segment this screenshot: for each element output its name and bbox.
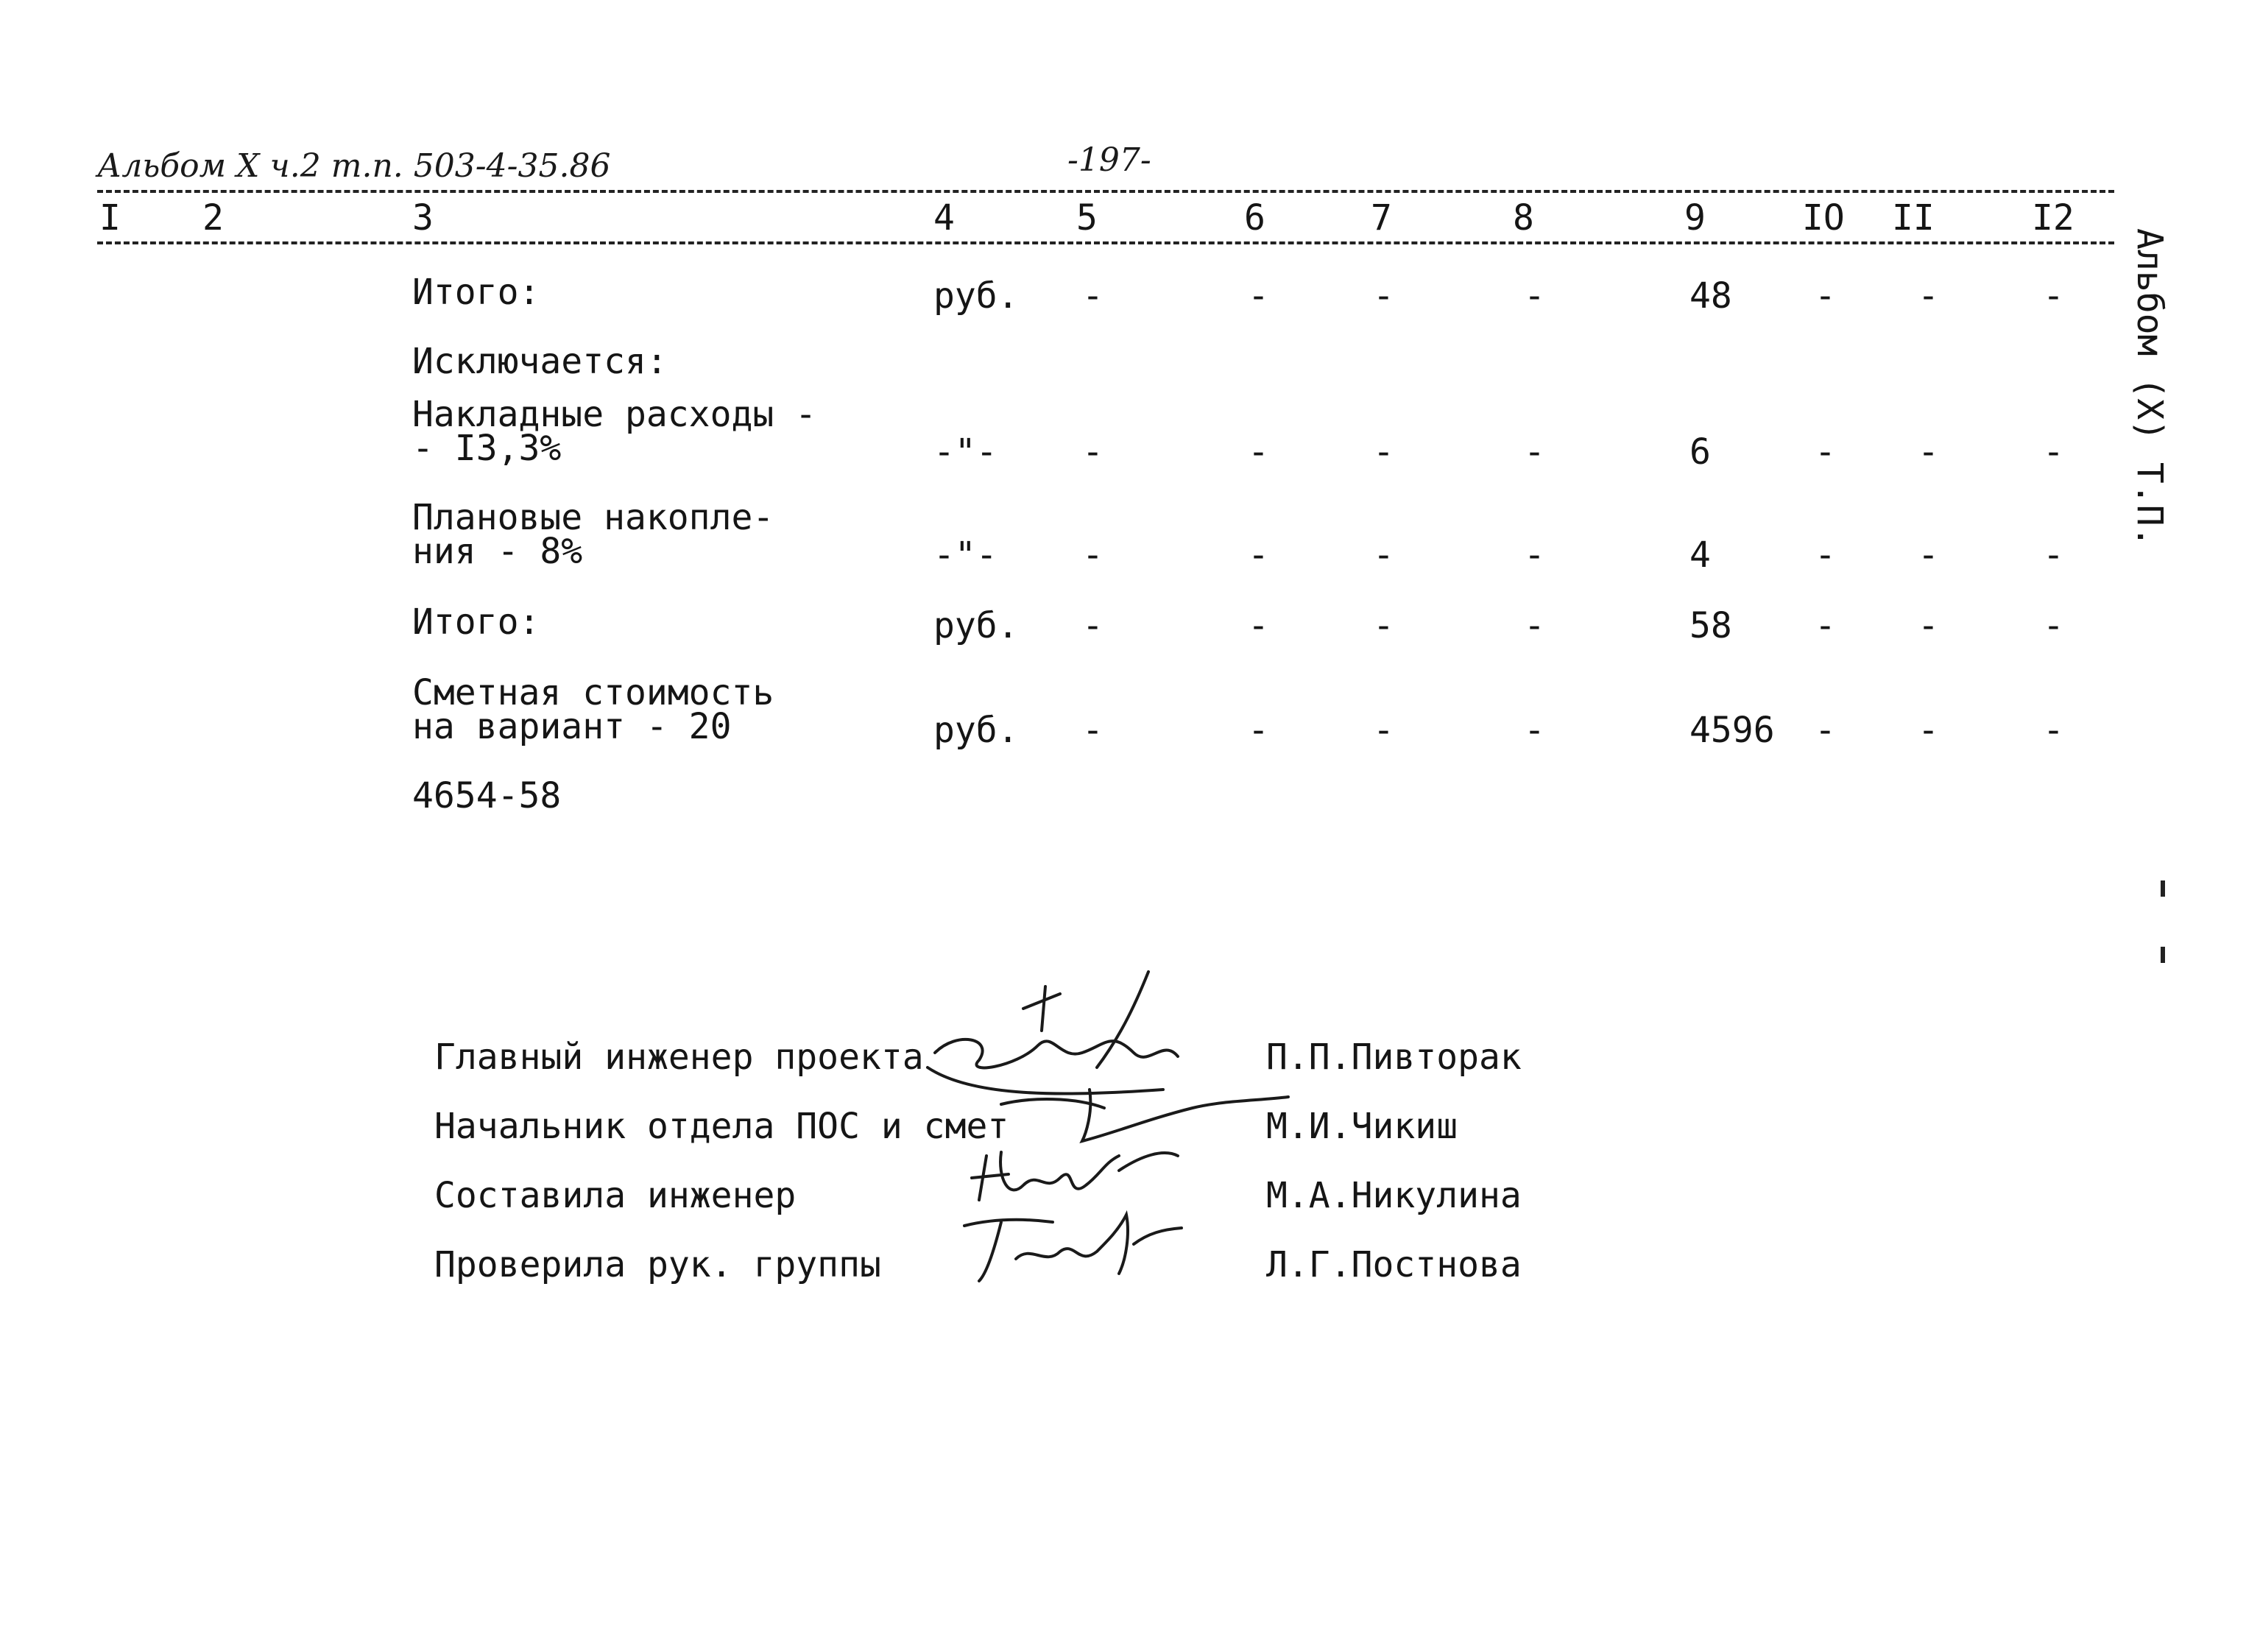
section-label: Исключается: — [412, 341, 668, 382]
cell-col10: - — [1815, 431, 1836, 473]
signature-role: Начальник отдела ПОС и смет — [434, 1106, 1009, 1147]
cell-col8: - — [1524, 605, 1545, 646]
cell-col9: 4596 — [1689, 710, 1775, 751]
column-number: I2 — [2032, 197, 2074, 239]
cell-col7: - — [1373, 605, 1394, 646]
column-number: 9 — [1684, 197, 1706, 239]
cell-col12: - — [2043, 710, 2064, 751]
cell-col11: - — [1918, 431, 1939, 473]
column-number: II — [1892, 197, 1935, 239]
header-top-rule — [97, 190, 2114, 193]
margin-mark — [2161, 880, 2165, 897]
cell-col5: - — [1082, 431, 1103, 473]
unit-cell: -"- — [933, 534, 997, 576]
cell-col8: - — [1524, 431, 1545, 473]
unit-cell: руб. — [933, 275, 1019, 317]
signature-name: П.П.Пивторак — [1266, 1037, 1522, 1078]
signature-role: Составила инженер — [434, 1175, 797, 1216]
cell-col12: - — [2043, 534, 2064, 576]
header-bottom-rule — [97, 241, 2114, 244]
column-number: 3 — [412, 197, 434, 239]
cell-col11: - — [1918, 710, 1939, 751]
cell-col6: - — [1248, 275, 1269, 317]
signature-name: М.А.Никулина — [1266, 1175, 1522, 1216]
row-label: Итого: — [412, 272, 540, 313]
cell-col5: - — [1082, 710, 1103, 751]
unit-cell: руб. — [933, 710, 1019, 751]
cell-col6: - — [1248, 710, 1269, 751]
row-label-line1: Сметная стоимость — [412, 672, 774, 713]
column-number: 4 — [933, 197, 955, 239]
cell-col7: - — [1373, 431, 1394, 473]
cell-col5: - — [1082, 534, 1103, 576]
side-album-label: Альбом (X) Т.П. — [2129, 228, 2170, 548]
row-label-line2: - I3,3% — [412, 428, 562, 469]
cell-col9: 4 — [1689, 534, 1711, 576]
cell-col8: - — [1524, 534, 1545, 576]
margin-mark — [2161, 947, 2165, 963]
signature-name: М.И.Чикиш — [1266, 1106, 1458, 1147]
cell-col9: 6 — [1689, 431, 1711, 473]
page-number: -197- — [1067, 141, 1151, 179]
signature-role: Проверила рук. группы — [434, 1244, 881, 1285]
cell-col6: - — [1248, 431, 1269, 473]
cell-col9: 58 — [1689, 605, 1732, 646]
cell-col10: - — [1815, 275, 1836, 317]
cell-col5: - — [1082, 605, 1103, 646]
row-label-line2: на вариант - 20 — [412, 706, 732, 747]
cell-col10: - — [1815, 605, 1836, 646]
signature-role: Главный инженер проекта — [434, 1037, 924, 1078]
row-label-line1: Плановые накопле- — [412, 497, 774, 538]
cell-col8: - — [1524, 710, 1545, 751]
column-number: I — [99, 197, 121, 239]
cell-col7: - — [1373, 710, 1394, 751]
signature-name: Л.Г.Постнова — [1266, 1244, 1522, 1285]
cell-col12: - — [2043, 275, 2064, 317]
unit-cell: руб. — [933, 605, 1019, 646]
row-label-line1: Накладные расходы - — [412, 394, 817, 435]
cell-col11: - — [1918, 534, 1939, 576]
footnote-total: 4654-58 — [412, 775, 562, 816]
cell-col6: - — [1248, 534, 1269, 576]
column-number: 2 — [202, 197, 224, 239]
unit-cell: -"- — [933, 431, 997, 473]
cell-col10: - — [1815, 710, 1836, 751]
column-number: IO — [1802, 197, 1845, 239]
column-number: 5 — [1076, 197, 1098, 239]
cell-col8: - — [1524, 275, 1545, 317]
cell-col7: - — [1373, 275, 1394, 317]
row-label-line2: ния - 8% — [412, 531, 583, 572]
cell-col12: - — [2043, 431, 2064, 473]
column-number: 8 — [1513, 197, 1534, 239]
column-number: 7 — [1371, 197, 1392, 239]
column-number: 6 — [1244, 197, 1265, 239]
row-label: Итого: — [412, 601, 540, 643]
cell-col12: - — [2043, 605, 2064, 646]
cell-col6: - — [1248, 605, 1269, 646]
signature-scribble-checker — [950, 1200, 1185, 1296]
album-reference: Альбом X ч.2 т.п. 503-4-35.86 — [97, 147, 611, 185]
cell-col11: - — [1918, 605, 1939, 646]
cell-col9: 48 — [1689, 275, 1732, 317]
cell-col5: - — [1082, 275, 1103, 317]
cell-col10: - — [1815, 534, 1836, 576]
cell-col11: - — [1918, 275, 1939, 317]
cell-col7: - — [1373, 534, 1394, 576]
